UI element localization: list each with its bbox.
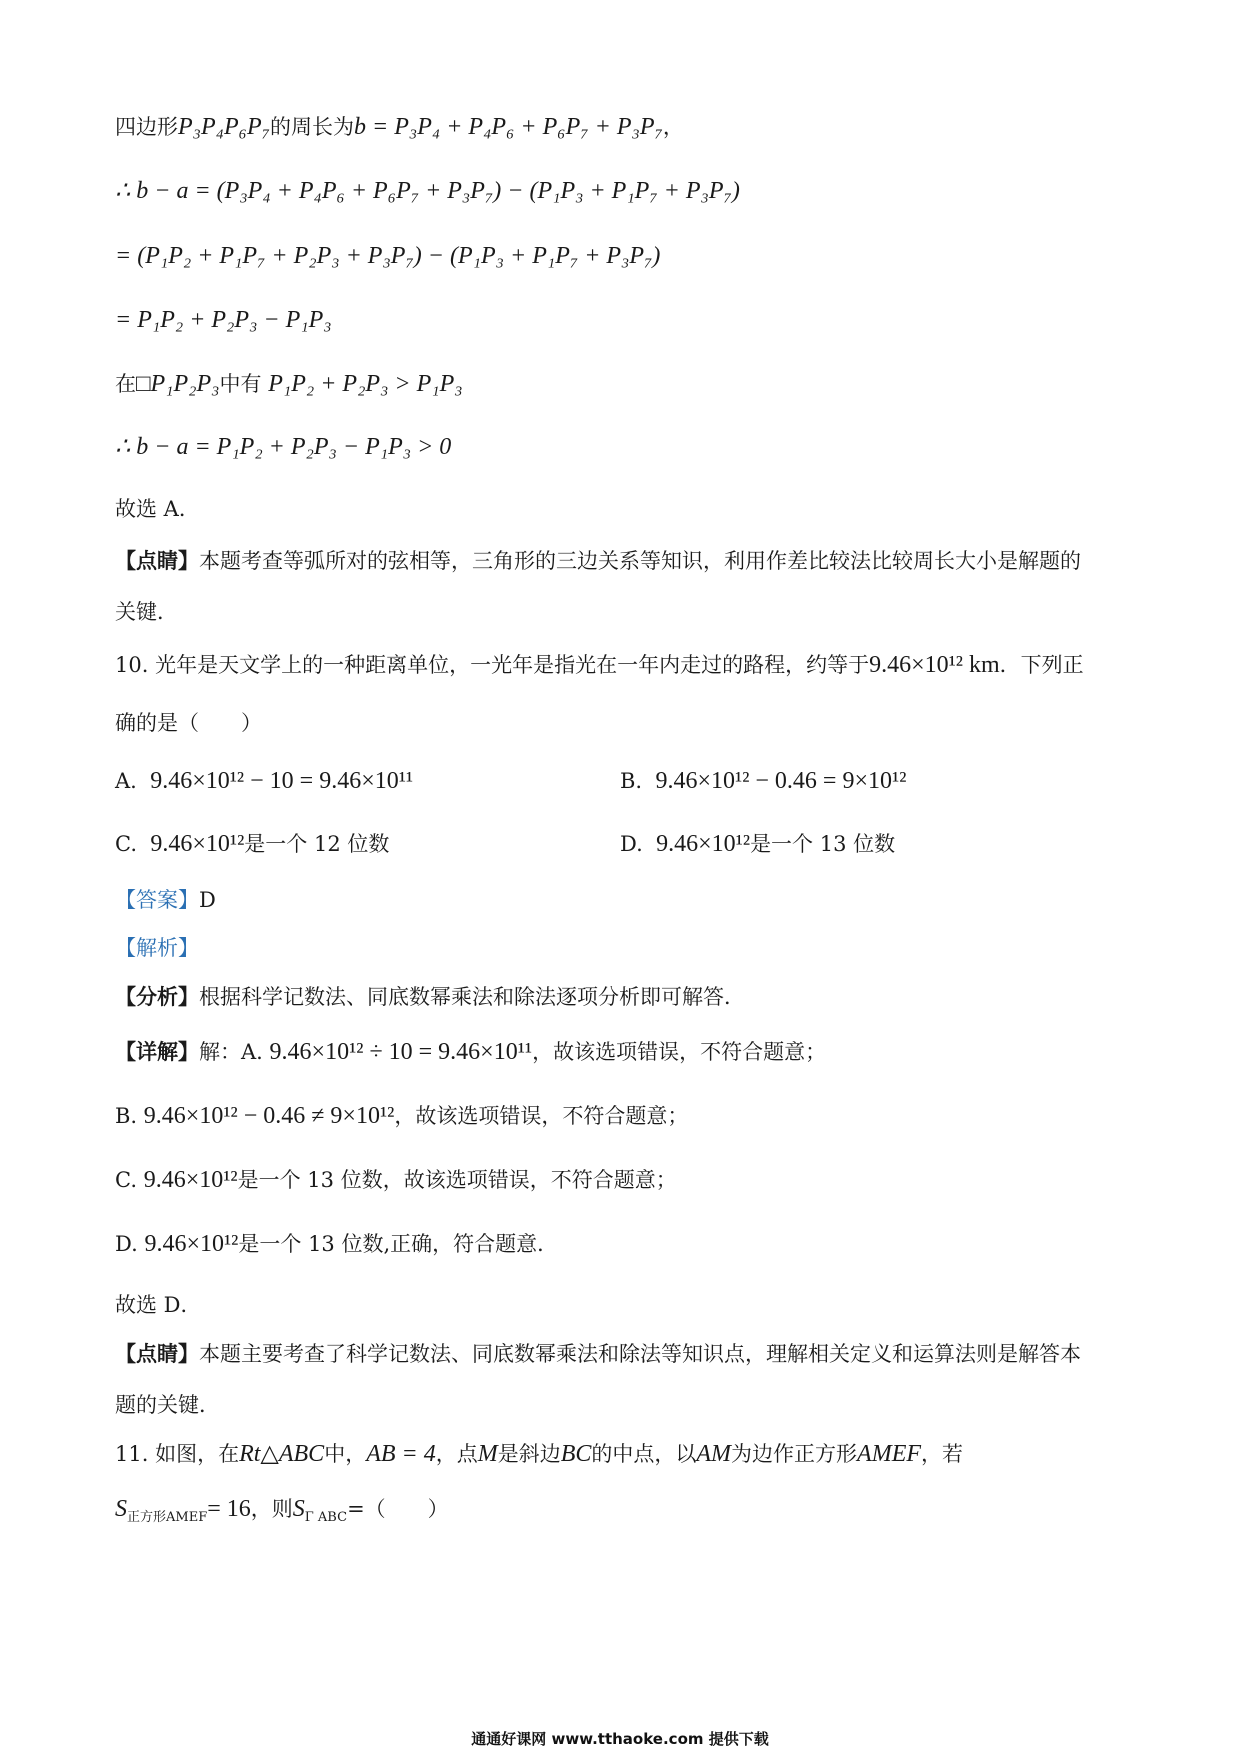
dianjing-1: 【点睛】本题考查等弧所对的弦相等，三角形的三边关系等知识，利用作差比较法比较周长大小是解题的: [115, 548, 1081, 573]
dianjing-2: 【点睛】本题主要考查了科学记数法、同底数幂乘法和除法等知识点，理解相关定义和运算法则是解答本: [115, 1341, 1081, 1366]
dianjing-2-cont: 题的关键．: [115, 1393, 220, 1417]
q10-xiangjie-a: 【详解】解：A. 9.46×10¹² ÷ 10 = 9.46×10¹¹，故该选项错误，不符合题意；: [115, 1039, 827, 1065]
line-perimeter-b: 四边形P₃P₄P₆P₇的周长为b = P₃P₄ + P₄P₆ + P₆P₇ + P₃P₇，: [115, 114, 684, 140]
line-step-2: = (P₁P₂ + P₁P₇ + P₂P₃ + P₃P₇) − (P₁P₃ + P₁P₇ + P₃P₇): [115, 243, 661, 269]
choose-a: 故选 A．: [115, 497, 200, 521]
line-step-3: = P₁P₂ + P₂P₃ − P₁P₃: [115, 307, 332, 333]
line-b-minus-a: ∴ b − a = (P₃P₄ + P₄P₆ + P₆P₇ + P₃P₇) − (P₁P₃ + P₁P₇ + P₃P₇): [115, 178, 740, 204]
q10-answer: 【答案】D: [115, 888, 216, 912]
q10-stem-cont: 确的是（ ）: [115, 711, 262, 735]
q10-xiangjie-d: D. 9.46×10¹²是一个 13 位数,正确，符合题意．: [115, 1231, 559, 1257]
q11-stem: 11. 如图，在Rt△ABC中，AB = 4，点M是斜边BC的中点，以AM为边作正方形AMEF，若: [115, 1441, 964, 1467]
page-footer: 通通好课网 www.tthaoke.com 提供下载: [471, 1730, 769, 1748]
choose-d: 故选 D．: [115, 1293, 202, 1317]
q10-fenxi: 【分析】根据科学记数法、同底数幂乘法和除法逐项分析即可解答．: [115, 984, 745, 1009]
q10-option-a: A. 9.46×10¹² − 10 = 9.46×10¹¹: [115, 768, 414, 794]
q10-option-c: C. 9.46×10¹²是一个 12 位数: [115, 831, 390, 857]
q10-stem: 10. 光年是天文学上的一种距离单位，一光年是指光在一年内走过的路程，约等于9.46×10¹² km．下列正: [115, 652, 1084, 678]
q10-xiangjie-b: B. 9.46×10¹² − 0.46 ≠ 9×10¹²，故该选项错误，不符合题意；: [115, 1103, 689, 1129]
line-triangle-inequality: 在□P₁P₂P₃中有 P₁P₂ + P₂P₃ > P₁P₃: [115, 371, 463, 397]
q10-option-d: D. 9.46×10¹²是一个 13 位数: [620, 831, 896, 857]
q10-xiangjie-c: C. 9.46×10¹²是一个 13 位数，故该选项错误，不符合题意；: [115, 1167, 677, 1193]
line-conclusion: ∴ b − a = P₁P₂ + P₂P₃ − P₁P₃ > 0: [115, 434, 452, 460]
dianjing-1-cont: 关键．: [115, 600, 178, 624]
q10-analysis-label: 【解析】: [115, 936, 199, 960]
q10-option-b: B. 9.46×10¹² − 0.46 = 9×10¹²: [620, 768, 907, 794]
q11-stem-cont: $S_{正方形AMEF}= 16$，则$S_{\Gamma ABC}=$（ ）: [115, 1496, 449, 1526]
